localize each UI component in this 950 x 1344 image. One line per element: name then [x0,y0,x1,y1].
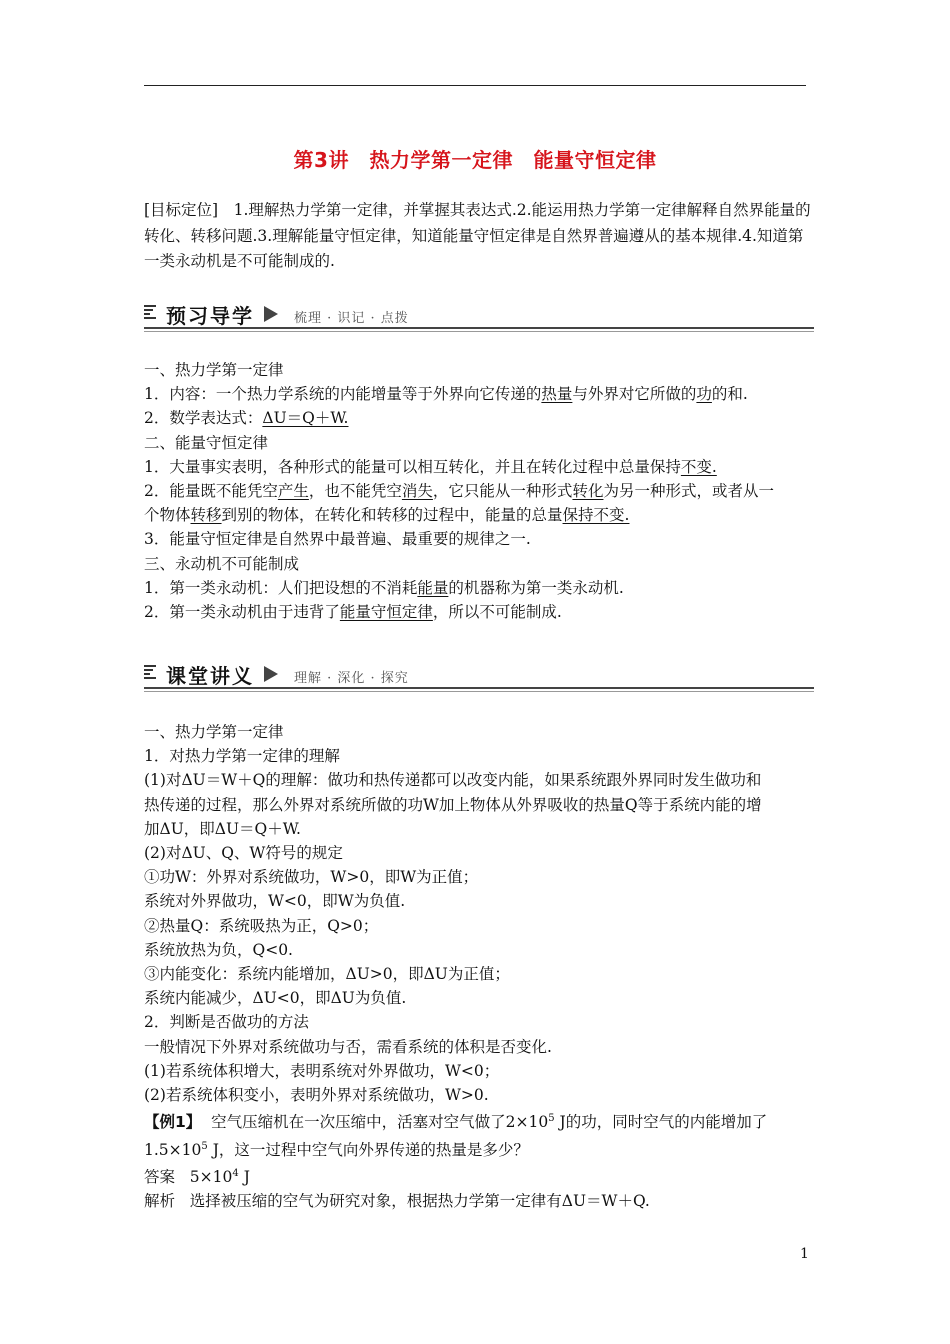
section-rule-thin [144,691,814,692]
paragraph: 2．数学表达式：ΔU＝Q＋W. [144,409,349,428]
section-subtitle: 理解 · 深化 · 探究 [294,671,409,686]
section-title: 课堂讲义 [166,664,254,688]
lecture-content [144,720,814,1214]
text-line: 热传递的过程，那么外界对系统所做的功W加上物体从外界吸收的热量Q等于系统内能的增 [144,795,762,814]
section-header-preview [144,300,814,330]
preview-content [144,358,814,624]
text-line: ②热量Q：系统吸热为正，Q>0； [144,916,379,935]
heading: 三、永动机不可能制成 [144,554,300,573]
analysis-label: 解析 [144,1192,176,1211]
example-line: 【例1】 空气压缩机在一次压缩中，活塞对空气做了$2\times 10^5$ J的功，同时空气的内能增加了 [144,1113,768,1132]
section-rule [144,327,814,329]
paragraph: 1．内容：一个热力学系统的内能增量等于外界向它传递的热量与外界对它所做的功的和. [144,385,748,404]
text-line: 系统放热为负，Q<0. [144,940,293,959]
page-number: 1 [800,1246,809,1262]
section-subtitle: 梳理 · 识记 · 点拨 [294,311,409,326]
section-rule-thin [144,331,814,332]
paragraph: 3．能量守恒定律是自然界中最普遍、最重要的规律之一. [144,530,531,549]
text-line: ③内能变化：系统内能增加，ΔU>0，即ΔU为正值； [144,965,510,984]
section-rule [144,687,814,689]
text-line: (2)对ΔU、Q、W符号的规定 [144,844,343,863]
paragraph: 个物体转移到别的物体，在转化和转移的过程中，能量的总量保持不变. [144,506,630,525]
learning-goals: [目标定位] 1.理解热力学第一定律，并掌握其表达式.2.能运用热力学第一定律解释自然界能量的转化、转移问题.3.理解能量守恒定律，知道能量守恒定律是自然界普遍遵从的基本规律.4.知道第一类永动机是不可能制成的. [144,201,811,270]
text-line: 系统内能减少，ΔU<0，即ΔU为负值. [144,989,407,1008]
triangle-icon [264,666,278,682]
text-line: 系统对外界做功，W<0，即W为负值. [144,892,406,911]
triangle-icon [264,306,278,322]
example-line: $1.5\times 10^5$ J，这一过程中空气向外界传递的热量是多少？ [144,1140,529,1159]
analysis-line: 解析 选择被压缩的空气为研究对象，根据热力学第一定律有ΔU＝W＋Q. [144,1192,650,1211]
section-deco-icon [144,665,156,683]
paragraph: 1．第一类永动机：人们把设想的不消耗能量的机器称为第一类永动机. [144,578,624,597]
answer-line: 答案 $5\times 10^4$ J [144,1167,250,1187]
paragraph: 1．大量事实表明，各种形式的能量可以相互转化，并且在转化过程中总量保持不变. [144,457,717,476]
answer-label: 答案 [144,1168,176,1187]
heading: 一、热力学第一定律 [144,361,284,379]
text-line: 一般情况下外界对系统做功与否，需看系统的体积是否变化. [144,1037,552,1056]
paragraph: 2．能量既不能凭空产生，也不能凭空消失，它只能从一种形式转化为另一种形式，或者从一 [144,482,774,501]
text-line: 1．对热力学第一定律的理解 [144,747,340,766]
header-rule [144,85,806,86]
paragraph: 2．第一类永动机由于违背了能量守恒定律，所以不可能制成. [144,603,562,622]
section-title: 预习导学 [166,304,254,328]
text-line: 加ΔU，即ΔU＝Q＋W. [144,819,301,838]
text-line: (2)若系统体积变小，表明外界对系统做功，W>0. [144,1086,489,1105]
text-line: 2．判断是否做功的方法 [144,1013,309,1032]
section-header-lecture [144,660,814,690]
text-line: ①功W：外界对系统做功，W>0，即W为正值； [144,868,479,887]
page-title: 第3讲 热力学第一定律 能量守恒定律 [293,148,657,172]
example-tag: 【例1】 [144,1113,202,1132]
text-line: 一、热力学第一定律 [144,723,284,741]
section-deco-icon [144,305,156,323]
text-line: (1)对ΔU＝W＋Q的理解：做功和热传递都可以改变内能，如果系统跟外界同时发生做功和 [144,771,762,790]
heading: 二、能量守恒定律 [144,433,269,452]
text-line: (1)若系统体积增大，表明系统对外界做功，W<0； [144,1061,500,1080]
